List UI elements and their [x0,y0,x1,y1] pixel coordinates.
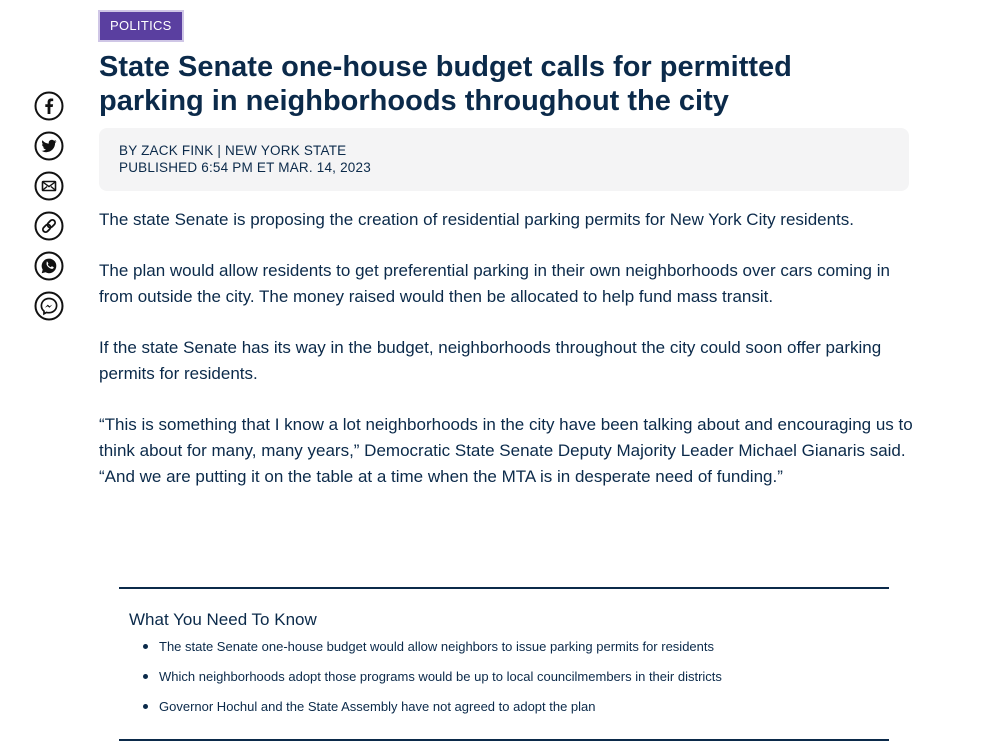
published-timestamp: PUBLISHED 6:54 PM ET MAR. 14, 2023 [119,160,371,175]
need-to-know-title: What You Need To Know [129,610,317,629]
byline-separator: | [213,143,226,158]
need-to-know-list [159,637,722,727]
article-headline: State Senate one-house budget calls for permitted parking in neighborhoods throughout the city [99,51,792,117]
author-link[interactable]: BY ZACK FINK [119,143,214,158]
byline-region: NEW YORK STATE [225,143,347,158]
article-paragraph: “This is something that I know a lot neighborhoods in the city have been talking about and encouraging us to think about for many, many years,” Democratic State Senate Deputy Majority Leader Michael Gianaris said. “And we are putting it on the table at a time when the MTA is in desperate need of funding.” [99,415,913,486]
need-to-know-item: The state Senate one-house budget would allow neighbors to issue parking permits for residents [159,637,722,657]
article-paragraph: If the state Senate has its way in the budget, neighborhoods throughout the city could soon offer parking permits for residents. [99,338,882,383]
facebook-share-button[interactable] [34,91,64,121]
article-paragraph: The plan would allow residents to get preferential parking in their own neighborhoods over cars coming in from outside the city. The money raised would then be allocated to help fund mass transit. [99,261,890,306]
messenger-share-button[interactable] [34,291,64,321]
email-share-button[interactable] [34,171,64,201]
category-tag-link[interactable]: POLITICS [100,12,182,40]
byline [119,143,346,158]
messenger-icon [34,291,64,321]
need-to-know-item: Governor Hochul and the State Assembly have not agreed to adopt the plan [159,697,722,717]
article-body [99,207,919,515]
whatsapp-icon [34,251,64,281]
twitter-icon [34,131,64,161]
need-to-know-item: Which neighborhoods adopt those programs would be up to local councilmembers in their districts [159,667,722,687]
twitter-share-button[interactable] [34,131,64,161]
share-rail [34,91,64,321]
envelope-icon [34,171,64,201]
facebook-icon [34,91,64,121]
copy-link-button[interactable] [34,211,64,241]
link-icon [34,211,64,241]
article-paragraph: The state Senate is proposing the creation of residential parking permits for New York City residents. [99,210,854,229]
whatsapp-share-button[interactable] [34,251,64,281]
byline-box [99,128,909,191]
need-to-know-box [119,587,889,741]
